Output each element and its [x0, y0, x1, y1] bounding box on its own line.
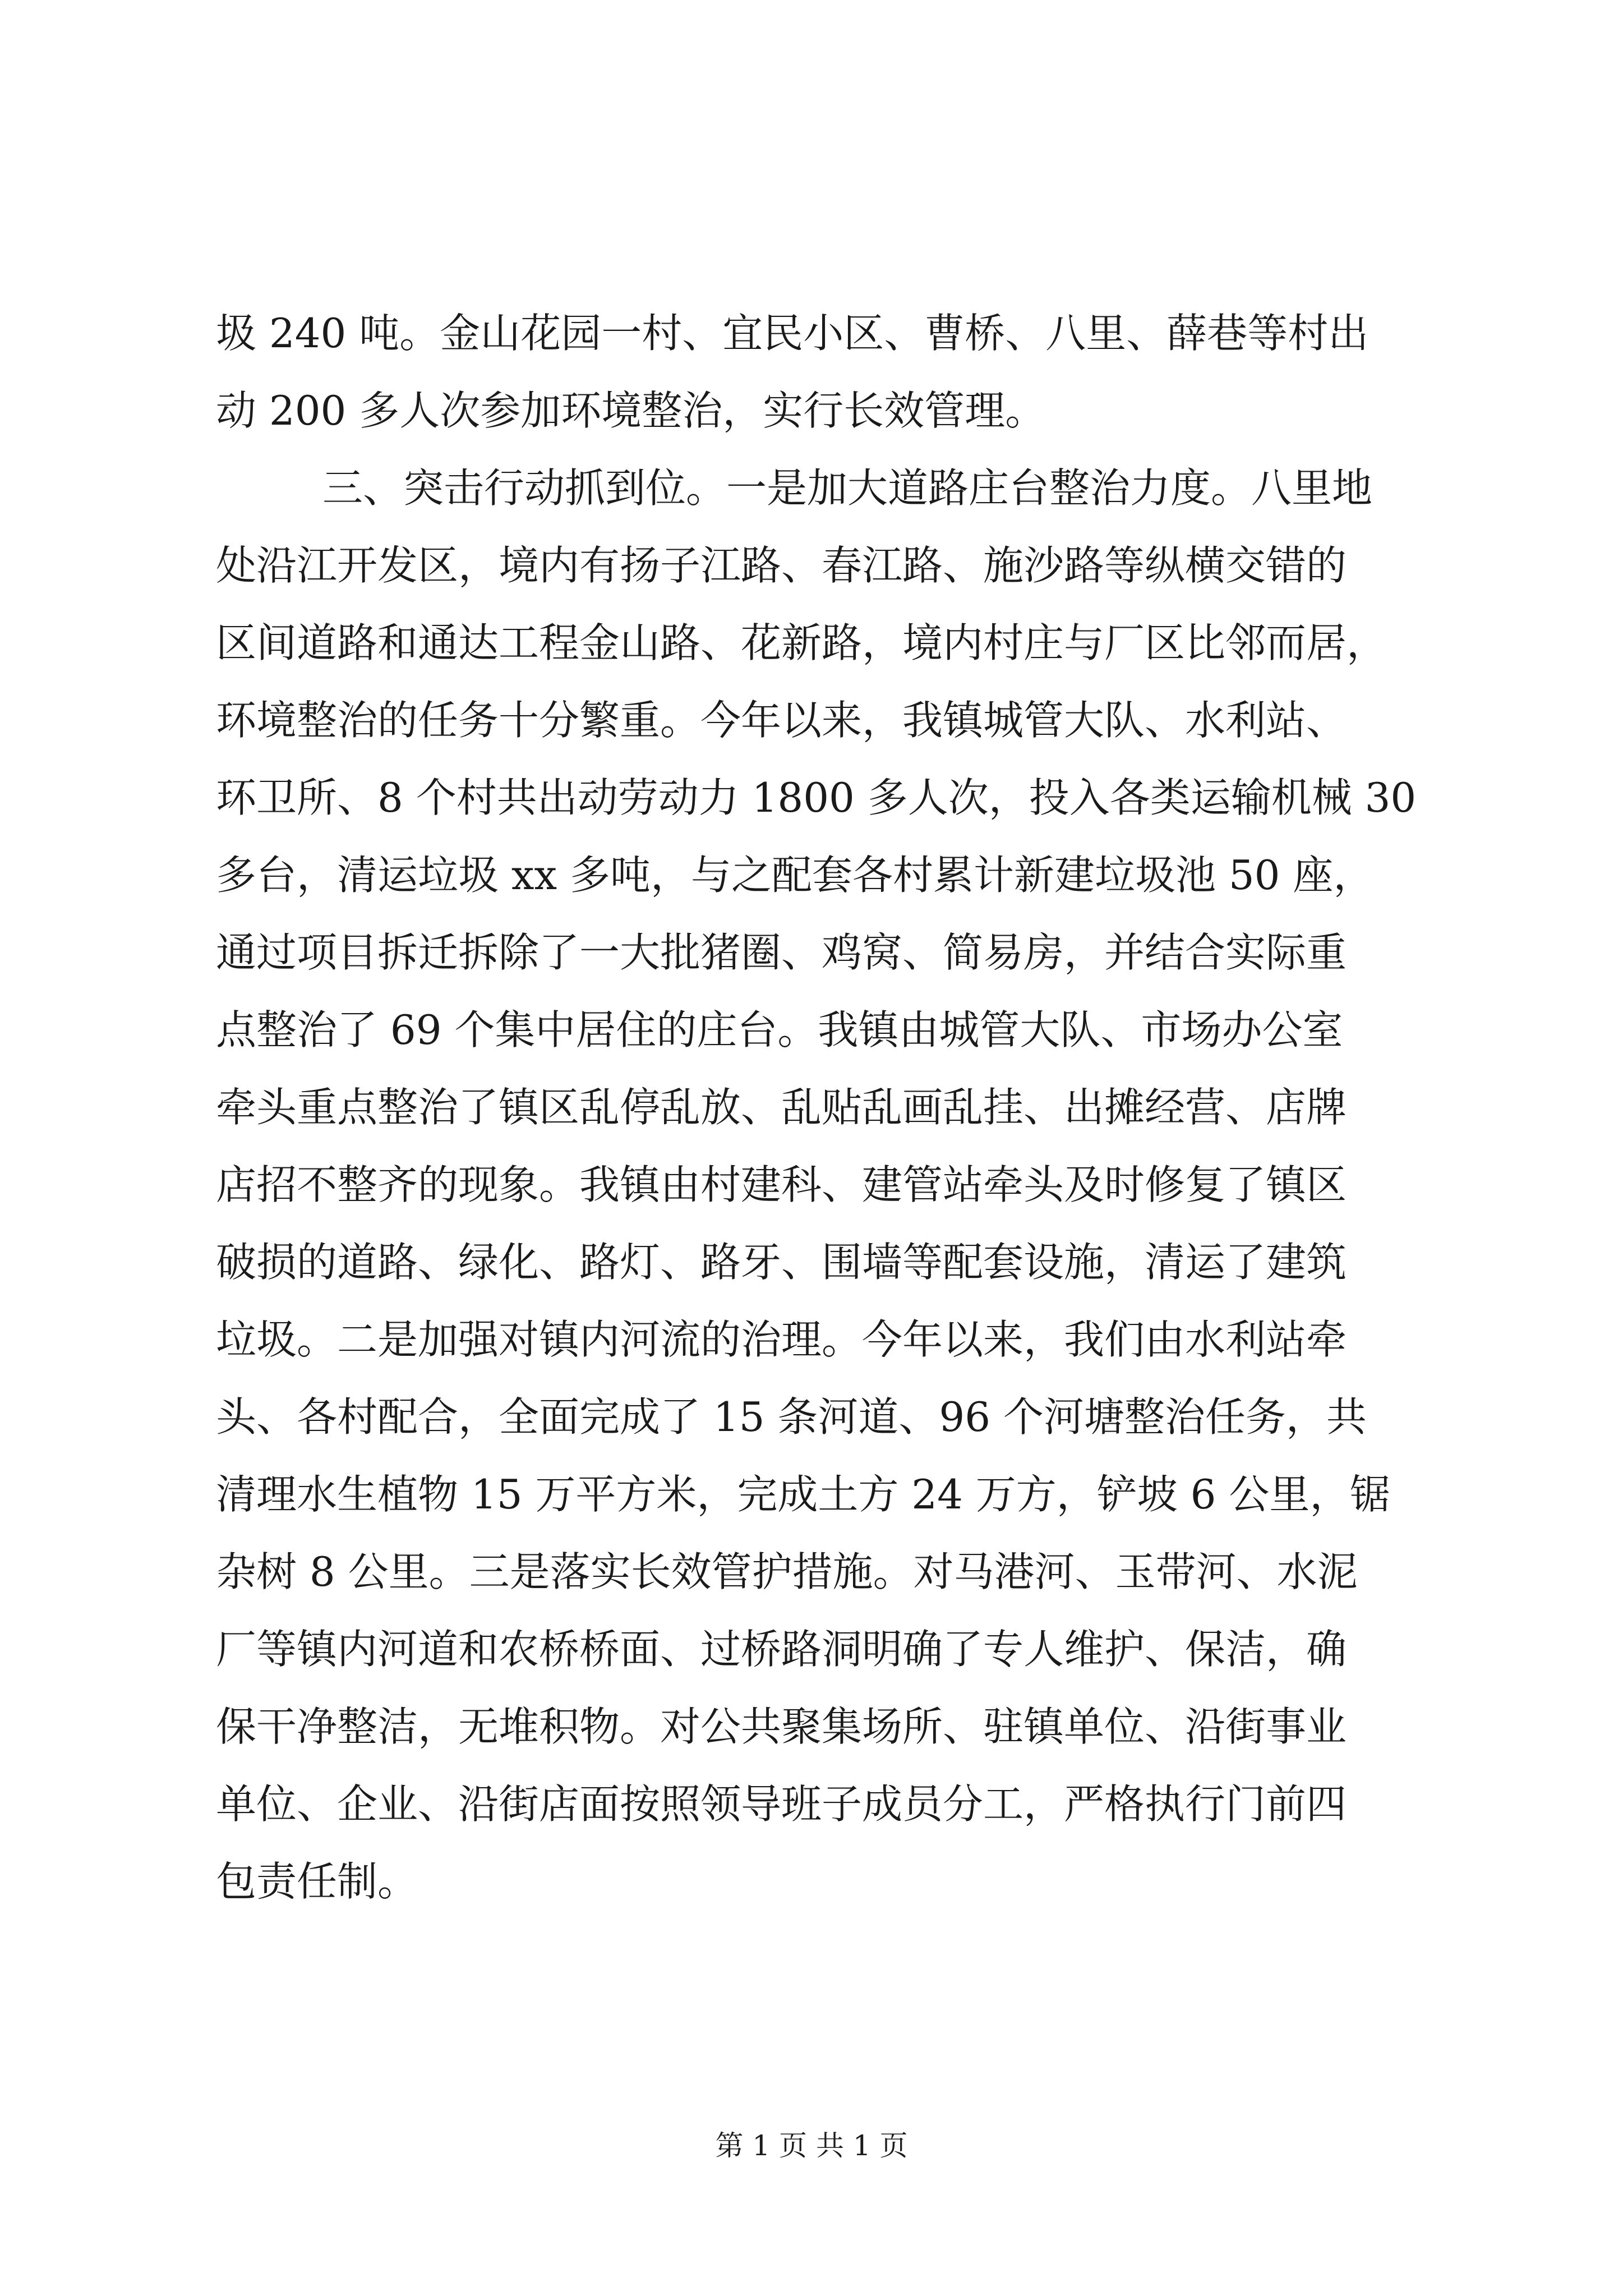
text-line: 环境整治的任务十分繁重。今年以来，我镇城管大队、水利站、	[216, 697, 1347, 744]
text-line: 环卫所、8 个村共出动劳动力 1800 多人次，投入各类运输机械 30	[216, 774, 1417, 821]
page-footer	[0, 2129, 1623, 2162]
text-line: 清理水生植物 15 万平方米，完成土方 24 万方，铲坡 6 公里，锯	[216, 1471, 1391, 1518]
text-line: 头、各村配合，全面完成了 15 条河道、96 个河塘整治任务，共	[216, 1393, 1367, 1441]
body-text	[216, 295, 1417, 1920]
paragraph-start-line: 三、突击行动抓到位。一是加大道路庄台整治力度。八里地	[322, 464, 1373, 512]
text-line: 点整治了 69 个集中居住的庄台。我镇由城管大队、市场办公室	[216, 1006, 1343, 1053]
text-line: 区间道路和通达工程金山路、花新路，境内村庄与厂区比邻而居，	[216, 619, 1387, 666]
text-line: 厂等镇内河道和农桥桥面、过桥路洞明确了专人维护、保洁，确	[216, 1626, 1347, 1673]
text-line: 破损的道路、绿化、路灯、路牙、围墙等配套设施，清运了建筑	[216, 1239, 1347, 1286]
text-line: 通过项目拆迁拆除了一大批猪圈、鸡窝、简易房，并结合实际重	[216, 929, 1347, 976]
text-line: 杂树 8 公里。三是落实长效管护措施。对马港河、玉带河、水泥	[216, 1548, 1358, 1595]
text-line: 牵头重点整治了镇区乱停乱放、乱贴乱画乱挂、出摊经营、店牌	[216, 1084, 1347, 1131]
text-line: 保干净整洁，无堆积物。对公共聚集场所、驻镇单位、沿街事业	[216, 1703, 1347, 1750]
text-line: 处沿江开发区，境内有扬子江路、春江路、施沙路等纵横交错的	[216, 542, 1347, 589]
text-line: 多台，清运垃圾 xx 多吨，与之配套各村累计新建垃圾池 50 座，	[216, 852, 1374, 899]
text-line: 垃圾。二是加强对镇内河流的治理。今年以来，我们由水利站牵	[216, 1316, 1347, 1363]
text-line: 店招不整齐的现象。我镇由村建科、建管站牵头及时修复了镇区	[216, 1161, 1347, 1208]
text-line: 动 200 多人次参加环境整治，实行长效管理。	[216, 387, 1046, 434]
text-line: 圾 240 吨。金山花园一村、宜民小区、曹桥、八里、薛巷等村出	[216, 310, 1369, 357]
text-line: 包责任制。	[216, 1858, 418, 1905]
page-number-label: 第 1 页 共 1 页	[715, 2129, 908, 2162]
text-line: 单位、企业、沿街店面按照领导班子成员分工，严格执行门前四	[216, 1780, 1347, 1828]
